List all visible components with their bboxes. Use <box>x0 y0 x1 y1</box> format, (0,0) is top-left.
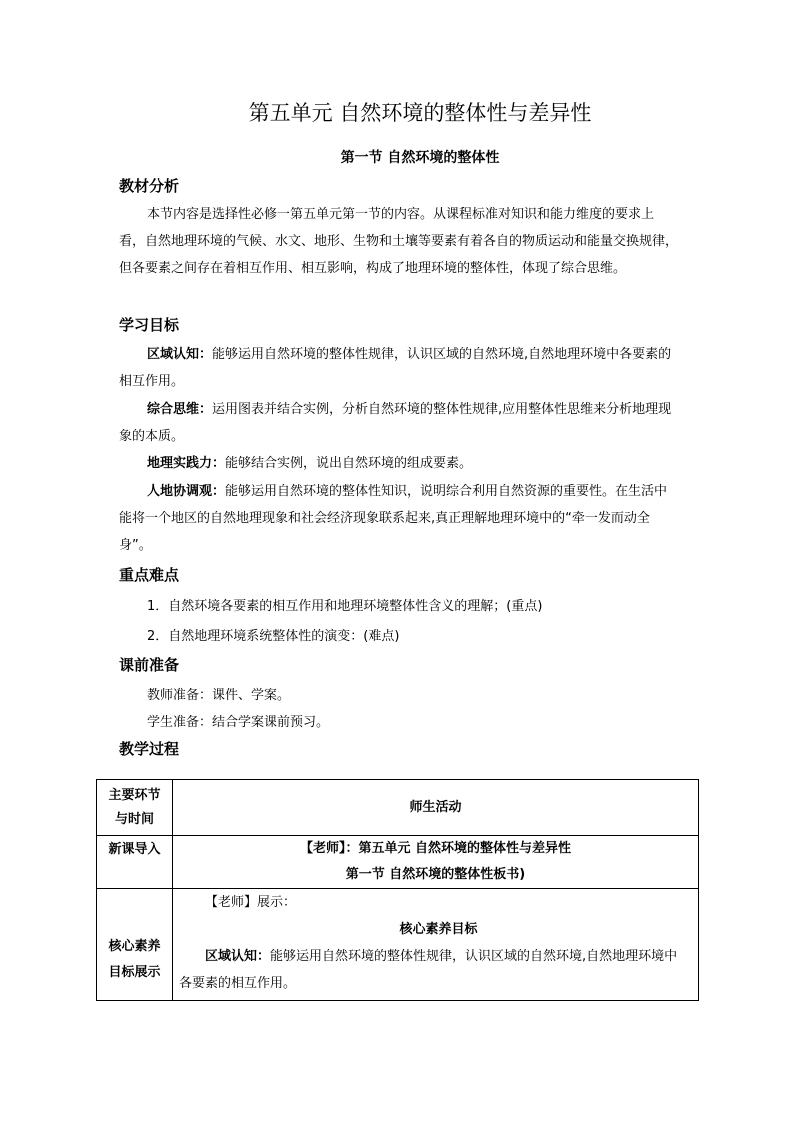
goal-item <box>119 450 679 477</box>
row-activity-goals <box>173 889 699 1001</box>
heading-analysis: 教材分析 <box>119 177 180 195</box>
goal-text: 能够运用自然环境的整体性规律，认识区域的自然环境,自然地理环境中各要素的相互作用。 <box>119 347 672 389</box>
header-stage-line1: 主要环节 <box>108 787 161 803</box>
table-row <box>97 889 699 1001</box>
analysis-text: 本节内容是选择性必修一第五单元第一节的内容。从课程标准对知识和能力维度的要求上看，自然地理环境的气候、水文、地形、生物和土壤等要素有着各自的物质运动和能量交换规律，但各要素之间存在着相互作用、相互影响，构成了地理环境的整体性，体现了综合思维。 <box>119 207 679 276</box>
goal-label: 地理实践力： <box>147 456 226 471</box>
header-stage-line2: 与时间 <box>114 811 154 827</box>
goal-label: 综合思维： <box>147 402 213 417</box>
document-title: 第五单元 自然环境的整体性与差异性 <box>248 101 592 125</box>
goals-stage-line1: 核心素养 <box>108 938 161 954</box>
intro-line2: 第一节 自然环境的整体性板书) <box>345 867 526 882</box>
goals-heading: 核心素养目标 <box>399 922 478 937</box>
process-table <box>96 779 699 1001</box>
row-stage-goals <box>97 889 173 1001</box>
heading-goals: 学习目标 <box>119 316 180 334</box>
goal-text: 运用图表并结合实例，分析自然环境的整体性规律,应用整体性思维来分析地理现象的本质。 <box>119 402 672 444</box>
goal-label: 区域认知： <box>147 347 213 362</box>
row-stage-intro: 新课导入 <box>97 836 173 889</box>
goals-region-body: 能够运用自然环境的整体性规律，认识区域的自然环境,自然地理环境中各要素的相互作用。 <box>179 949 678 991</box>
prep-item: 学生准备：结合学案课前预习。 <box>147 715 330 730</box>
heading-prep: 课前准备 <box>119 656 180 674</box>
heading-process: 教学过程 <box>119 740 180 758</box>
section-subtitle: 第一节 自然环境的整体性 <box>340 150 500 166</box>
table-header-row <box>97 780 699 836</box>
table-row <box>97 836 699 889</box>
goal-item <box>119 396 679 450</box>
intro-line1: 【老师】：第五单元 自然环境的整体性与差异性 <box>299 841 572 856</box>
keypoint-item: 1．自然环境各要素的相互作用和地理环境整体性含义的理解；(重点) <box>147 599 543 614</box>
goals-region-label: 区域认知： <box>205 949 271 964</box>
goal-text: 能够运用自然环境的整体性知识，说明综合利用自然资源的重要性。在生活中能将一个地区的自然地理现象和社会经济现象联系起来,真正理解地理环境中的“牵一发而动全身”。 <box>119 484 668 553</box>
goal-item <box>119 341 679 395</box>
header-col-activity: 师生活动 <box>173 780 699 836</box>
goals-show-line: 【老师】展示： <box>205 895 297 910</box>
prep-item: 教师准备：课件、学案。 <box>147 688 291 703</box>
keypoint-item: 2．自然地理环境系统整体性的演变：(难点) <box>147 629 400 644</box>
row-activity-intro <box>173 836 699 889</box>
analysis-paragraph <box>119 201 679 282</box>
goals-region-text <box>179 943 698 997</box>
goal-item <box>119 478 679 559</box>
heading-keypoints: 重点难点 <box>119 566 180 584</box>
goal-label: 人地协调观： <box>147 484 226 499</box>
goal-text: 能够结合实例，说出自然环境的组成要素。 <box>225 456 473 471</box>
goals-stage-line2: 目标展示 <box>108 964 161 980</box>
header-col-stage <box>97 780 173 836</box>
